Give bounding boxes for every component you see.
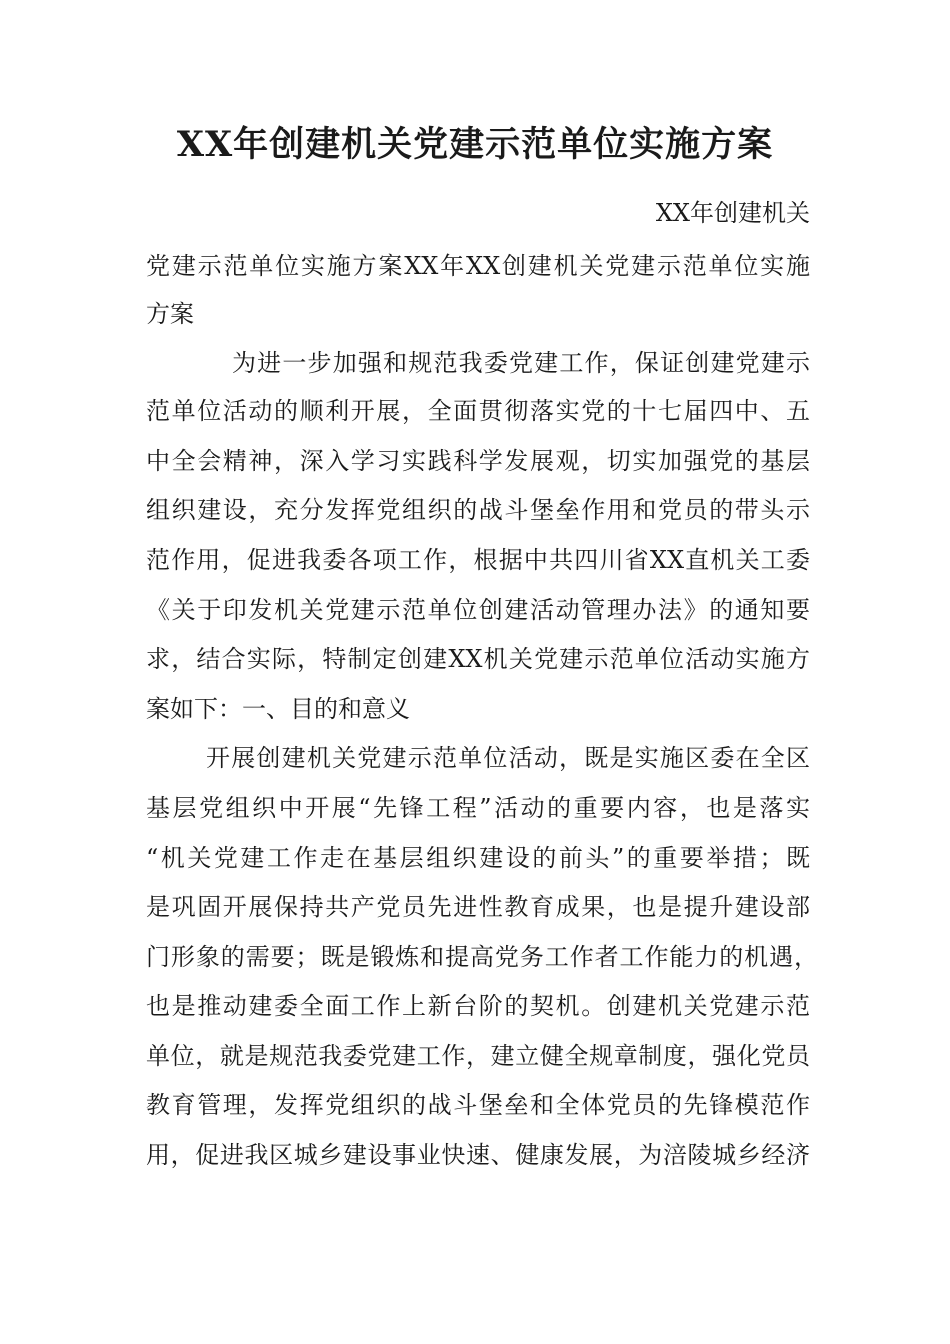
document-title: XX年创建机关党建示范单位实施方案 [176, 124, 774, 165]
text-line: 基层党组织中开展“先锋工程”活动的重要内容，也是落实 [146, 794, 810, 822]
text-line: “机关党建工作走在基层组织建设的前头”的重要举措；既 [146, 844, 810, 872]
text-line: 范作用，促进我委各项工作，根据中共四川省XX直机关工委 [146, 546, 810, 574]
text-line: 门形象的需要；既是锻炼和提高党务工作者工作能力的机遇， [146, 943, 818, 971]
text-line: 中全会精神，深入学习实践科学发展观，切实加强党的基层 [146, 447, 810, 475]
text-line: 开展创建机关党建示范单位活动，既是实施区委在全区 [206, 744, 810, 772]
text-line: 范单位活动的顺利开展，全面贯彻落实党的十七届四中、五 [146, 397, 810, 425]
text-line: 单位，就是规范我委党建工作，建立健全规章制度，强化党员 [146, 1042, 810, 1070]
text-line: 组织建设，充分发挥党组织的战斗堡垒作用和党员的带头示 [146, 496, 810, 524]
text-line: XX年创建机关 [655, 199, 810, 227]
text-line: 求，结合实际，特制定创建XX机关党建示范单位活动实施方 [146, 645, 810, 673]
text-line: 为进一步加强和规范我委党建工作，保证创建党建示 [232, 349, 810, 377]
text-line: 党建示范单位实施方案XX年XX创建机关党建示范单位实施 [146, 252, 810, 280]
text-line: 用，促进我区城乡建设事业快速、健康发展，为涪陵城乡经济 [146, 1141, 810, 1169]
text-line: 《关于印发机关党建示范单位创建活动管理办法》的通知要 [146, 596, 810, 624]
text-line: 方案 [146, 300, 194, 328]
text-line: 是巩固开展保持共产党员先进性教育成果，也是提升建设部 [146, 893, 810, 921]
text-line: 教育管理，发挥党组织的战斗堡垒和全体党员的先锋模范作 [146, 1091, 810, 1119]
text-line: 案如下：一、目的和意义 [146, 695, 410, 723]
text-line: 也是推动建委全面工作上新台阶的契机。创建机关党建示范 [146, 992, 810, 1020]
